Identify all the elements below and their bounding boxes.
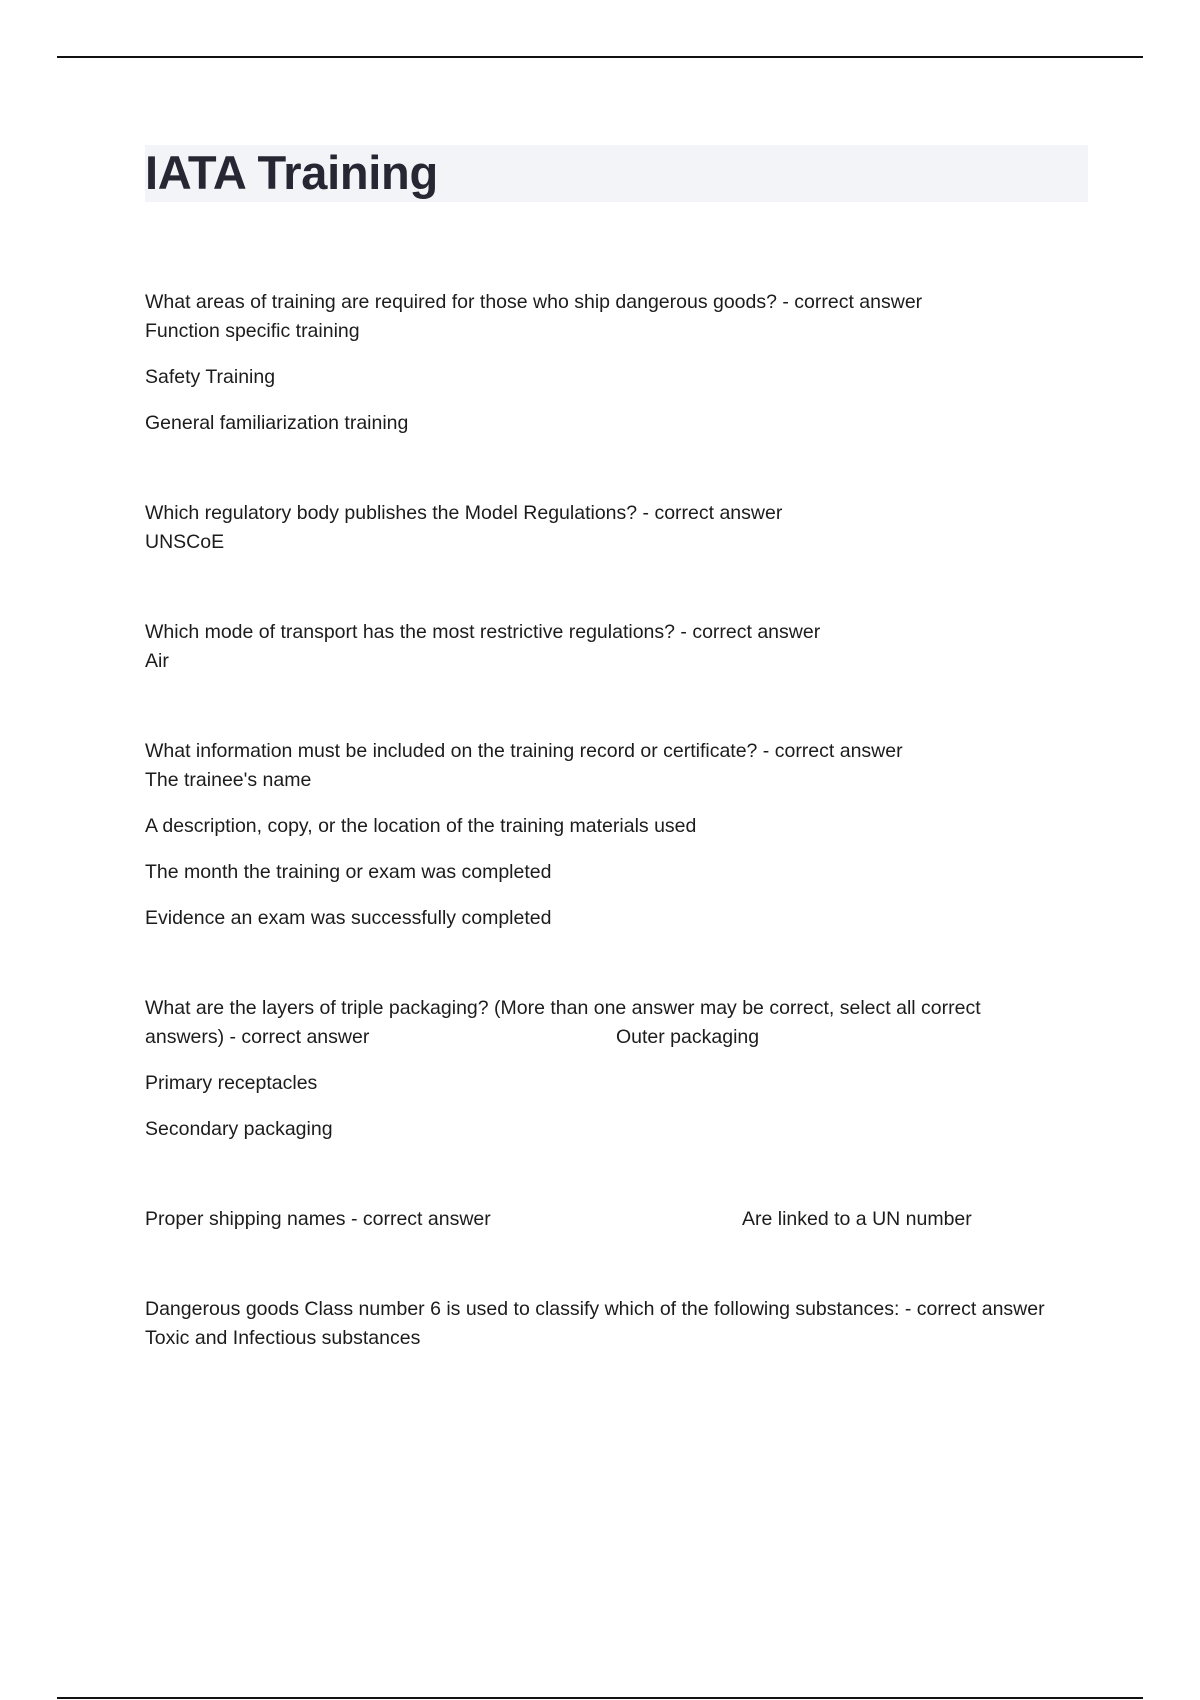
qa-item-6: [145, 1205, 1105, 1234]
answer: A description, copy, or the location of the training materials used: [145, 815, 697, 837]
answer: General familiarization training: [145, 412, 409, 434]
answer: Secondary packaging: [145, 1118, 333, 1140]
question: What areas of training are required for those who ship dangerous goods? - correct answer: [145, 291, 923, 313]
answer: The month the training or exam was completed: [145, 861, 552, 883]
bottom-rule: [57, 1697, 1143, 1699]
question: What information must be included on the training record or certificate? - correct answer: [145, 740, 903, 762]
qa-list: [145, 288, 1105, 1414]
answer: Are linked to a UN number: [742, 1208, 972, 1230]
answer: Toxic and Infectious substances: [145, 1327, 421, 1349]
answer: Function specific training: [145, 320, 360, 342]
qa-item-3: [145, 618, 1105, 676]
answer: Safety Training: [145, 366, 276, 388]
question: Dangerous goods Class number 6 is used to classify which of the following substances: - correct answer: [145, 1298, 1045, 1320]
answer: Outer packaging: [616, 1026, 760, 1048]
answer: Evidence an exam was successfully completed: [145, 907, 552, 929]
qa-item-1: [145, 288, 1105, 438]
question: Proper shipping names - correct answer: [145, 1208, 491, 1230]
answer: UNSCoE: [145, 531, 225, 553]
page-title: IATA Training: [145, 146, 438, 199]
question-row: [145, 1205, 1105, 1234]
question: Which mode of transport has the most restrictive regulations? - correct answer: [145, 621, 821, 643]
answer: Air: [145, 650, 169, 672]
question-row: [145, 1023, 1105, 1052]
qa-item-4: [145, 737, 1105, 933]
qa-item-7: [145, 1295, 1105, 1353]
answer: The trainee's name: [145, 769, 312, 791]
qa-item-5: [145, 994, 1105, 1144]
answer: Primary receptacles: [145, 1072, 318, 1094]
question: answers) - correct answer: [145, 1026, 370, 1048]
top-rule: [57, 56, 1143, 58]
qa-item-2: [145, 499, 1105, 557]
question: What are the layers of triple packaging? (More than one answer may be correct, select all correct: [145, 997, 981, 1019]
question: Which regulatory body publishes the Model Regulations? - correct answer: [145, 502, 783, 524]
